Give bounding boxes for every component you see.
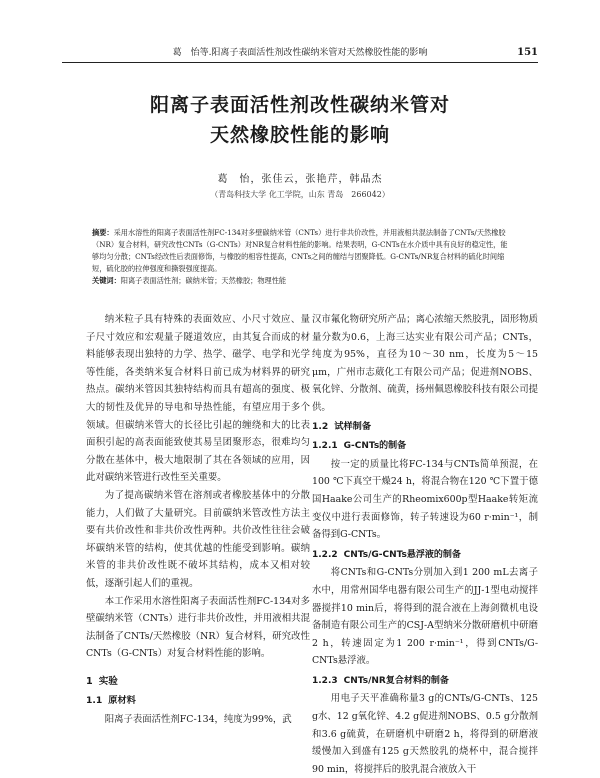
affiliation: （青岛科技大学 化工学院，山东 青岛 266042） — [210, 190, 390, 199]
section-heading-composite-prep — [312, 673, 538, 691]
keywords-label: 关键词： — [92, 276, 121, 285]
title-block — [62, 90, 538, 200]
section-number: 1.1 — [86, 695, 103, 707]
title-line-1: 阳离子表面活性剂改性碳纳米管对 — [149, 94, 450, 116]
section-number: 1.2.3 — [312, 675, 338, 686]
running-header — [62, 46, 538, 63]
keywords-text: 阳离子表面活性剂；碳纳米管；天然橡胶；物理性能 — [120, 276, 287, 285]
article-title — [62, 90, 538, 150]
keywords — [92, 275, 508, 287]
section-heading-materials — [86, 692, 310, 710]
gcnts-prep-paragraph: 按一定的质量比将FC-134与CNTs简单预混，在100 ℃下真空干燥24 h，将混合物在120 ℃下置于德国Haake公司生产的Rheomix600p型Haake转矩流变仪中进行表面修饰，转子转速设为60 r·min⁻¹，制备得到G-CNTs。 — [312, 458, 538, 541]
intro-paragraph-1: 纳米粒子具有特殊的表面效应、小尺寸效应、量子尺寸效应和宏观量子隧道效应，由其复合而成的材料能够表现出独特的力学、热学、磁学、电学和光学等性能，各类纳米复合材料日前已成为材料界的研究热点。碳纳米管因其独特结构而具有超高的强度、极大的韧性及优异的导电和导热性能，有望应用于多个领域。但碳纳米管大的长径比引起的缠绕和大的比表面积引起的高表面能致使其易呈团聚形态，很难均匀分散在基体中，极大地限制了其在各领域的应用，因此对碳纳米管进行改性至关重要。 — [86, 314, 310, 484]
section-title: 原材料 — [108, 695, 136, 707]
materials-paragraph-cont: 汉市氟化物研究所产品；离心浓缩天然胶乳，固形物质量分数为0.6，上海三达实业有限公司产品；CNTs，纯度为95%，直径为10～30 nm，长度为5～15 μm，广州市志葳化工有限公司产品；促进剂NOBS、氧化锌、分散剂、硫黄，扬州佩恩橡胶科技有限公司提供。 — [312, 314, 538, 413]
title-line-2: 天然橡胶性能的影响 — [209, 124, 390, 146]
abstract — [92, 227, 508, 275]
section-number: 1 — [86, 675, 93, 687]
section-title: CNTs/NR复合材料的制备 — [343, 675, 449, 686]
right-column — [312, 311, 538, 778]
section-heading-suspension-prep — [312, 547, 538, 565]
section-heading-sample-prep — [312, 418, 538, 436]
page-number: 151 — [517, 47, 538, 58]
section-heading-gcnts-prep — [312, 438, 538, 456]
authors: 葛 怡，张佳云，张艳芹，韩晶杰 — [217, 174, 383, 185]
intro-paragraph-2: 为了提高碳纳米管在溶剂或者橡胶基体中的分散能力，人们做了大量研究。目前碳纳米管改性方法主要有共价改性和非共价改性两种。共价改性往往会破坏碳纳米管的结构，使其优越的性能受到影响。碳纳米管的非共价改性既不破坏其结构，成本又相对较低，逐渐引起人们的重视。 — [86, 489, 310, 589]
intro-paragraph-3: 本工作采用水溶性阳离子表面活性剂FC-134对多壁碳纳米管（CNTs）进行非共价改性，并用液相共混法制备了CNTs/天然橡胶（NR）复合材料，研究改性CNTs（G-CNTs）对复合材料性能的影响。 — [86, 595, 310, 660]
section-heading-experiment — [86, 673, 310, 691]
section-number: 1.2.2 — [312, 549, 338, 560]
section-title: CNTs/G-CNTs悬浮液的制备 — [343, 549, 461, 560]
section-number: 1.2 — [312, 420, 329, 432]
section-title: G-CNTs的制备 — [343, 441, 407, 452]
materials-paragraph-start: 阳离子表面活性剂FC-134，纯度为99%，武 — [104, 714, 292, 726]
abstract-label: 摘要： — [92, 228, 114, 237]
running-title: 葛 怡等.阳离子表面活性剂改性碳纳米管对天然橡胶性能的影响 — [172, 48, 428, 58]
abstract-text: 采用水溶性的阳离子表面活性剂FC-134对多壁碳纳米管（CNTs）进行非共价改性，并用液相共混法制备了CNTs/天然橡胶（NR）复合材料，研究改性CNTs（G-CNTs）对NR复合材料性能的影响。结果表明，G-CNTs在水介质中具有良好的稳定性，能够均匀分散；CNTs经改性后表面修饰，与橡胶的相容性提高，CNTs之间的缠结与团聚降低。G-CNTs/NR复合材料的硫化时间缩短，硫化胶的拉伸强度和撕裂强度提高。 — [92, 228, 508, 273]
suspension-prep-paragraph: 将CNTs和G-CNTs分别加入到1 200 mL去离子水中，用常州国华电器有限公司生产的JJ-1型电动搅拌器搅拌10 min后，将得到的混合液在上海剑微机电设备制造有限公司生产的CSJ-A型纳米分散研磨机中研磨2 h，转速固定为1 200 r·min⁻¹，得到CNTs/G-CNTs悬浮液。 — [312, 567, 538, 667]
section-title: 实验 — [98, 675, 118, 687]
composite-prep-paragraph: 用电子天平准确称量3 g的CNTs/G-CNTs、125 g水、12 g氧化锌、4.2 g促进剂NOBS、0.5 g分散剂和3.6 g硫黄，在研磨机中研磨2 h，将得到的研磨液缓慢加入到盛有125 g天然胶乳的烧杯中，混合搅拌90 min，将搅拌后的胶乳混合液放入干 — [312, 693, 538, 775]
abstract-block — [92, 227, 508, 287]
section-number: 1.2.1 — [312, 441, 338, 452]
section-title: 试样制备 — [334, 420, 372, 432]
left-column — [86, 311, 310, 729]
